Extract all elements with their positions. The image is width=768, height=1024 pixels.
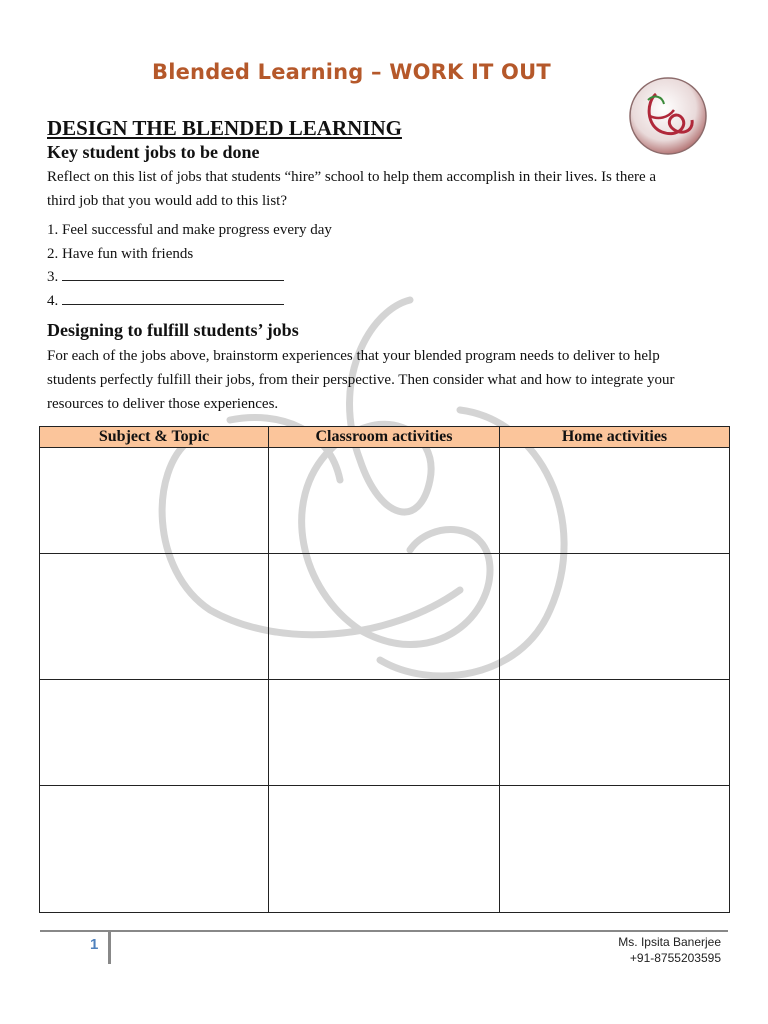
activities-table	[39, 426, 730, 913]
table-cell[interactable]	[500, 448, 730, 554]
footer-separator	[108, 930, 111, 964]
column-header-subject: Subject & Topic	[40, 427, 269, 448]
column-header-home: Home activities	[500, 427, 730, 448]
blank-line-3[interactable]	[62, 267, 284, 281]
section2-paragraph: For each of the jobs above, brainstorm experiences that your blended program needs to deliver to help students perfectly fulfill their jobs, from their perspective. Then consider what and how to integrate your resources to deliver those experiences.	[47, 348, 675, 412]
table-row	[40, 554, 730, 680]
list-item: 2. Have fun with friends	[47, 245, 194, 262]
list-item: 1. Feel successful and make progress every day	[47, 222, 332, 238]
table-cell[interactable]	[40, 448, 269, 554]
table-header-row	[40, 427, 730, 448]
blank-line-4[interactable]	[62, 291, 284, 305]
column-header-classroom: Classroom activities	[269, 427, 500, 448]
document-title: DESIGN THE BLENDED LEARNING	[47, 116, 402, 140]
author-phone: +91-8755203595	[629, 951, 721, 965]
table-row	[40, 448, 730, 554]
header-title: Blended Learning – WORK IT OUT	[152, 60, 551, 84]
table-cell[interactable]	[40, 680, 269, 786]
author-info	[618, 934, 721, 966]
table-cell[interactable]	[500, 786, 730, 913]
table-cell[interactable]	[269, 680, 500, 786]
list-item: 3.	[47, 266, 332, 290]
brand-logo-icon	[628, 76, 708, 156]
jobs-list	[47, 219, 332, 313]
table-cell[interactable]	[269, 786, 500, 913]
table-cell[interactable]	[500, 554, 730, 680]
section2-heading: Designing to fulfill students’ jobs	[47, 320, 299, 340]
footer-divider	[40, 930, 728, 932]
table-cell[interactable]	[269, 554, 500, 680]
table-row	[40, 786, 730, 913]
author-name: Ms. Ipsita Banerjee	[618, 935, 721, 949]
page-number: 1	[90, 936, 99, 953]
section1-paragraph: Reflect on this list of jobs that students “hire” school to help them accomplish in their lives. Is there a third job that you would add to this list?	[47, 169, 657, 209]
table-row	[40, 680, 730, 786]
table-cell[interactable]	[40, 554, 269, 680]
list-item: 4.	[47, 290, 332, 314]
table-cell[interactable]	[269, 448, 500, 554]
section1-heading: Key student jobs to be done	[47, 142, 260, 162]
table-cell[interactable]	[500, 680, 730, 786]
table-cell[interactable]	[40, 786, 269, 913]
